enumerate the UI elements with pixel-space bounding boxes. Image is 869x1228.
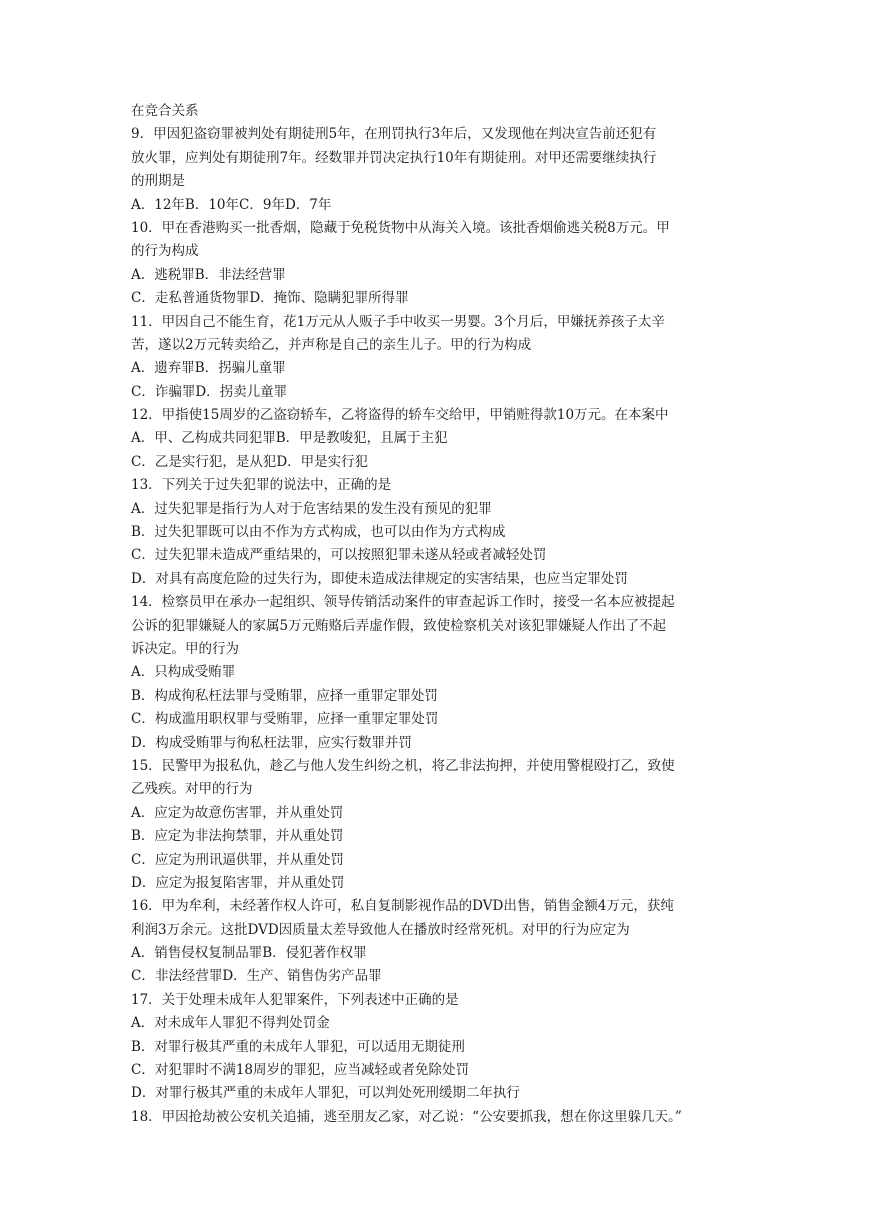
text-line: 在竞合关系 [131, 103, 199, 119]
text-line: C．构成滥用职权罪与受贿罪，应择一重罪定罪处罚 [131, 711, 439, 728]
text-line: A．12年B．10年C．9年D．7年 [131, 196, 332, 213]
text-line: 诉决定。甲的行为 [131, 640, 239, 657]
text-line: A．销售侵权复制品罪B．侵犯著作权罪 [131, 945, 367, 962]
text-line: D．对罪行极其严重的未成年人罪犯，可以判处死刑缓期二年执行 [131, 1085, 520, 1102]
text-line: 苦，遂以2万元转卖给乙，并声称是自己的亲生儿子。甲的行为构成 [131, 336, 532, 353]
text-line: A．只构成受贿罪 [131, 664, 236, 681]
text-line: D．构成受贿罪与徇私枉法罪，应实行数罪并罚 [131, 734, 412, 751]
text-line: 的行为构成 [131, 243, 199, 260]
text-line: 的刑期是 [131, 173, 185, 190]
text-line: 11．甲因自己不能生育，花1万元从人贩子手中收买一男婴。3个月后，甲嫌抚养孩子太辛 [131, 313, 665, 330]
text-line: B．对罪行极其严重的未成年人罪犯，可以适用无期徒刑 [131, 1038, 465, 1055]
text-line: C．过失犯罪未造成严重结果的，可以按照犯罪未遂从轻或者减轻处罚 [131, 547, 547, 564]
text-line: D．应定为报复陷害罪，并从重处罚 [131, 874, 345, 891]
text-line: C．应定为刑讯逼供罪，并从重处罚 [131, 851, 344, 868]
text-line: 9．甲因犯盗窃罪被判处有期徒刑5年，在刑罚执行3年后，又发现他在判决宣告前还犯有 [131, 126, 657, 143]
text-line: B．构成徇私枉法罪与受贿罪，应择一重罪定罪处罚 [131, 687, 438, 704]
text-line: C．诈骗罪D．拐卖儿童罪 [131, 383, 288, 400]
text-line: 12．甲指使15周岁的乙盗窃轿车，乙将盗得的轿车交给甲，甲销赃得款10万元。在本案中 [131, 407, 669, 424]
text-line: 13．下列关于过失犯罪的说法中，正确的是 [131, 477, 392, 494]
text-line: D．对具有高度危险的过失行为，即使未造成法律规定的实害结果，也应当定罪处罚 [131, 570, 628, 587]
text-line: 10．甲在香港购买一批香烟，隐藏于免税货物中从海关入境。该批香烟偷逃关税8万元。甲 [131, 219, 670, 236]
text-line: A．对未成年人罪犯不得判处罚金 [131, 1015, 330, 1032]
text-line: 利润3万余元。这批DVD因质量太差导致他人在播放时经常死机。对甲的行为应定为 [131, 921, 630, 938]
text-line: A．甲、乙构成共同犯罪B．甲是教唆犯，且属于主犯 [131, 430, 448, 447]
text-line: 14．检察员甲在承办一起组织、领导传销活动案件的审查起诉工作时，接受一名本应被提起 [131, 594, 675, 611]
text-line: C．非法经营罪D．生产、销售伪劣产品罪 [131, 968, 382, 985]
text-line: 放火罪，应判处有期徒刑7年。经数罪并罚决定执行10年有期徒刑。对甲还需要继续执行 [131, 149, 657, 166]
text-line: C．乙是实行犯，是从犯D．甲是实行犯 [131, 453, 369, 470]
text-line: 公诉的犯罪嫌疑人的家属5万元贿赂后弄虚作假，致使检察机关对该犯罪嫌疑人作出了不起 [131, 617, 667, 634]
text-line: 18．甲因抢劫被公安机关追捕，逃至朋友乙家，对乙说：“公安要抓我，想在你这里躲几天。” [131, 1108, 682, 1125]
text-line: C．对犯罪时不满18周岁的罪犯，应当减轻或者免除处罚 [131, 1062, 470, 1079]
text-line: B．过失犯罪既可以由不作为方式构成，也可以由作为方式构成 [131, 524, 506, 541]
text-line: A．过失犯罪是指行为人对于危害结果的发生没有预见的犯罪 [131, 500, 492, 517]
text-line: A．应定为故意伤害罪，并从重处罚 [131, 804, 344, 821]
text-line: 17．关于处理未成年人犯罪案件，下列表述中正确的是 [131, 991, 459, 1008]
text-line: C．走私普通货物罪D．掩饰、隐瞒犯罪所得罪 [131, 290, 409, 307]
text-line: A．遗弃罪B．拐骗儿童罪 [131, 360, 286, 377]
text-line: 16．甲为牟利，未经著作权人许可，私自复制影视作品的DVD出售，销售金额4万元，获纯 [131, 898, 674, 915]
text-line: 15．民警甲为报私仇，趁乙与他人发生纠纷之机，将乙非法拘押，并使用警棍殴打乙，致使 [131, 757, 675, 774]
text-line: B．应定为非法拘禁罪，并从重处罚 [131, 828, 344, 845]
text-line: 乙残疾。对甲的行为 [131, 781, 253, 798]
document-text [131, 100, 743, 1129]
text-line: A．逃税罪B．非法经营罪 [131, 266, 286, 283]
